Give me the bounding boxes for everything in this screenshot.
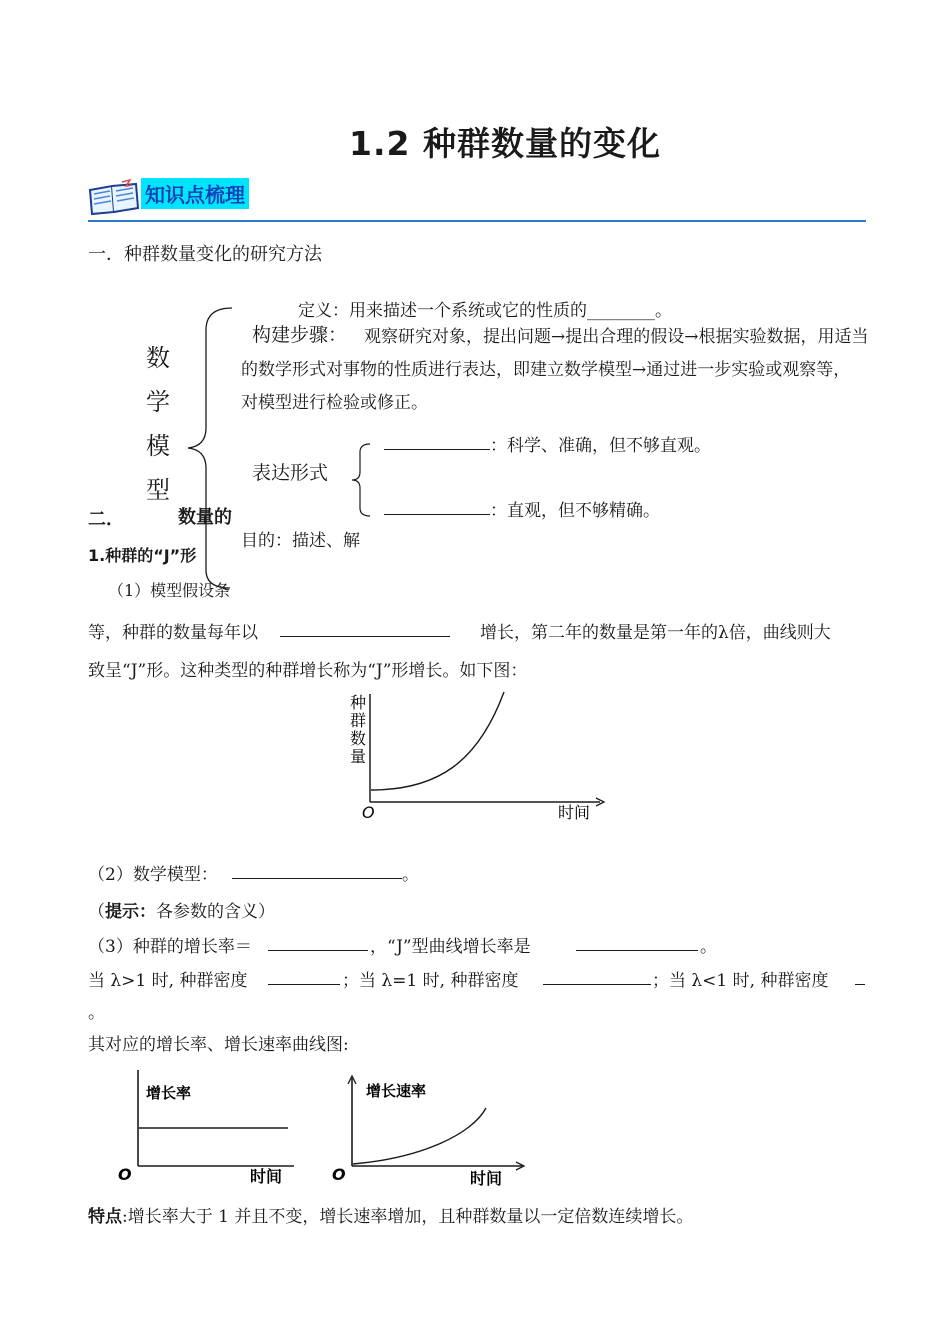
lambda-eq-blank[interactable] [543,968,651,985]
graph3-ylabel: 增长速率 [366,1082,427,1100]
growth-rate-label: （3）种群的增长率＝ [88,937,252,957]
graph1-ylabel-3: 数 [350,729,367,748]
feature-bold: 特点 [88,1207,122,1227]
knowledge-badge: 知识点梳理 [141,178,249,209]
hint-bold: 提示： [105,902,156,922]
feature-line [88,1202,693,1227]
assumption-line-b: 致呈“J”形。这种类型的种群增长称为“J”形增长。如下图： [88,661,528,681]
lambda-gt-text: 当 λ>1 时, 种群密度 [88,971,248,991]
j-curve-subheading: 1.种群的“J”形 [88,546,197,565]
curve-intro: 其对应的增长率、增长速率曲线图: [88,1035,349,1055]
section-divider [88,220,866,222]
expr-blank-1[interactable] [384,433,490,450]
expr-blank-2[interactable] [384,498,490,515]
growth-rate-graph [110,1066,300,1186]
expr-1-text: ：科学、准确，但不够直观。 [490,436,711,456]
steps-line1: 观察研究对象，提出问题→提出合理的假设→根据实验数据，用适当 [364,327,869,347]
growth-rate-blank[interactable] [280,620,450,637]
graph2-origin: O [118,1165,132,1184]
graph1-ylabel-1: 种 [350,693,367,712]
graph3-xlabel: 时间 [470,1169,503,1188]
expr-label: 表达形式 [252,462,329,484]
hint-rest: 各参数的含义） [156,902,275,922]
expr-2-text: ：直观，但不够精确。 [490,501,660,521]
math-model-label: 数学模型 [146,344,170,504]
hint-prefix: （ [88,902,105,922]
section2-heading-tail: 数量的 [178,507,232,528]
page-title: 1.2 种群数量的变化 [349,124,661,163]
steps-label: 构建步骤： [252,324,348,346]
definition-text: 定义：用来描述一个系统或它的性质的________。 [298,301,672,321]
assumption-line-a-end: 增长，第二年的数量是第一年的λ倍，曲线则大 [480,623,831,643]
j-curve-graph [338,690,618,820]
steps-line3: 对模型进行检验或修正。 [241,393,428,413]
graph1-origin: O [362,803,375,820]
growth-speed-graph [322,1074,532,1188]
graph3-origin: O [332,1165,346,1184]
feature-rest: :增长率大于 1 并且不变，增长速率增加，且种群数量以一定倍数连续增长。 [122,1207,694,1227]
section1-heading: 一．种群数量变化的研究方法 [88,244,322,265]
lambda-lt-blank[interactable] [855,968,865,985]
j-rate-blank[interactable] [576,934,698,951]
assumption-label: （1）模型假设条 [108,581,231,600]
math-model-label-2: （2）数学模型： [88,865,218,885]
math-model-end: 。 [402,865,419,885]
book-icon [86,178,142,218]
expr-brace [346,440,376,520]
growth-rate-formula-blank[interactable] [268,934,368,951]
purpose-text: 目的：描述、解 [241,531,360,551]
graph1-ylabel-2: 群 [350,711,367,730]
section2-heading-prefix: 二． [88,509,124,530]
lambda-eq-text: ；当 λ=1 时, 种群密度 [342,971,519,991]
j-rate-label: ，“J”型曲线增长率是 [370,937,531,957]
hint-line [88,897,275,922]
math-model-blank[interactable] [232,862,402,879]
graph2-ylabel: 增长率 [146,1084,192,1102]
assumption-line-a-start: 等，种群的数量每年以 [88,623,258,643]
lambda-gt-blank[interactable] [268,968,340,985]
lambda-lt-text: ；当 λ<1 时, 种群密度 [652,971,829,991]
graph2-xlabel: 时间 [250,1167,283,1186]
j-rate-end: 。 [700,937,717,957]
graph1-ylabel-4: 量 [350,747,367,766]
lambda-end: 。 [88,1003,105,1023]
steps-line2: 的数学形式对事物的性质进行表达，即建立数学模型→通过进一步实验或观察等， [241,360,851,380]
graph1-xlabel: 时间 [558,803,591,820]
